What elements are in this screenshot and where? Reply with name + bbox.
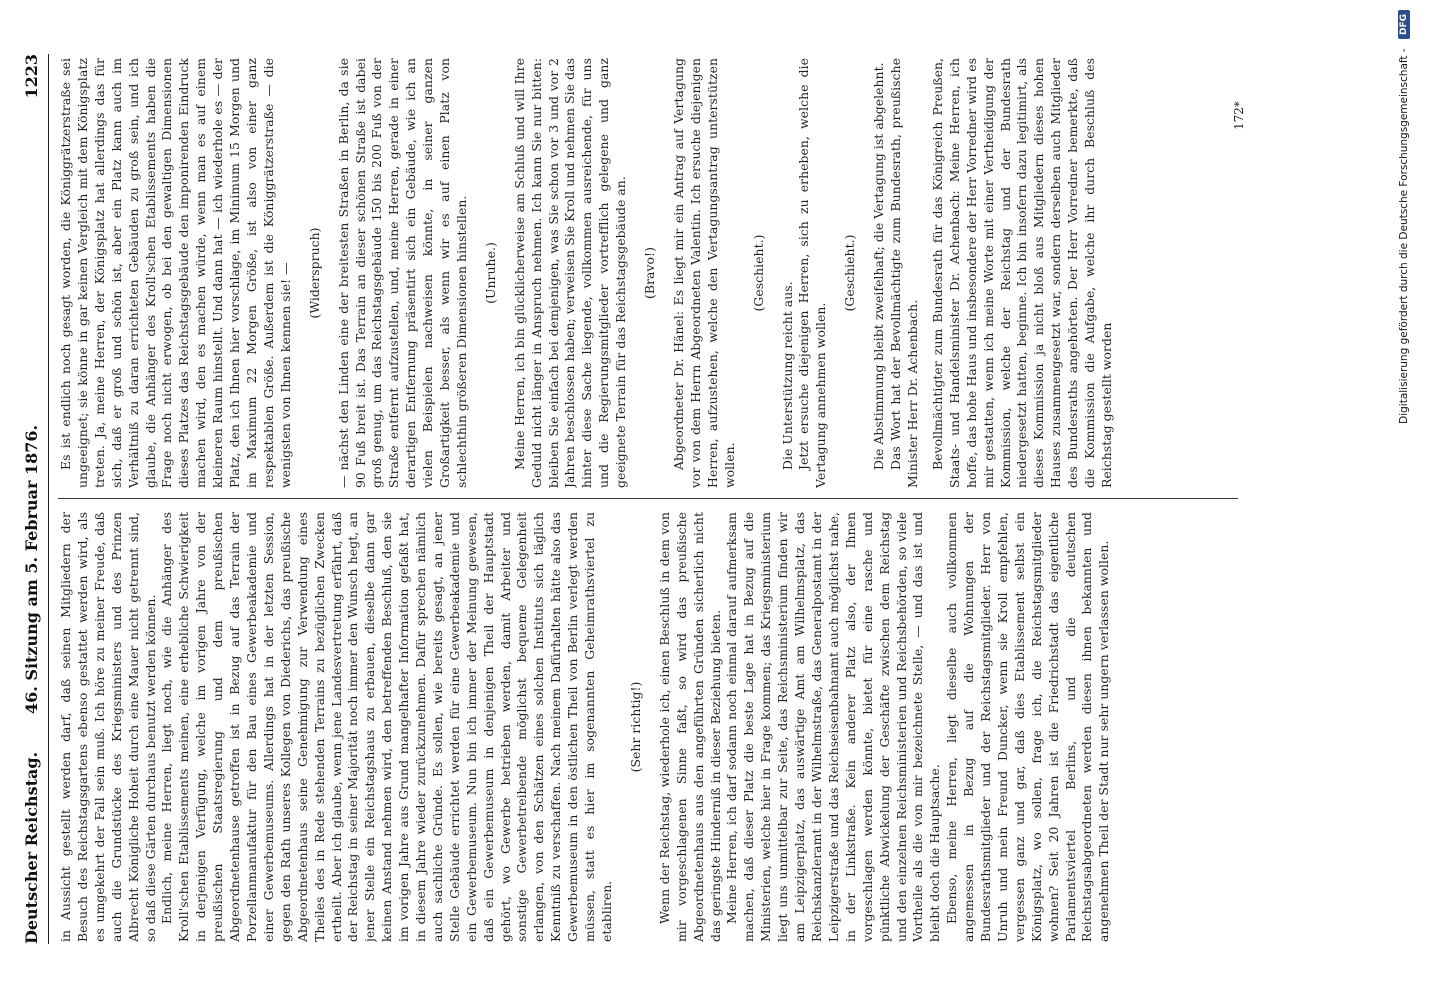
paragraph: Ebenso, meine Herren, liegt dieselbe auch vollkommen angemessen in Bezug auf die Wohnungen der Bundesrathsmitglieder und der Reichstagsmitglieder. Herr von Unruh und mein Freund Duncker, wenn sie Kroll empfehlen, vergessen ganz und gar, daß dies Etablissement selbst ein Königsplatz, wo sollen, frage ich, die Reichstagsmitglieder wohnen? Seit 20 Jahren ist die Friedrichstadt das eigentliche Parlamentsviertel Berlins, und die deutschen Reichstagsabgeordneten werden diesen ihnen bekannten und angenehmen Theil der Stadt nur sehr ungern verlassen wollen. — [944, 512, 1112, 942]
digitization-note: Digitalisierung gefördert durch die Deutsche Forschungsgemeinschaft - — [1398, 48, 1410, 424]
interjection: (Widerspruch) — [306, 227, 322, 319]
paragraph: Jetzt ersuche diejenigen Herren, sich zu erheben, welche die Vertagung annehmen wollen. — [796, 58, 829, 488]
paragraph: Meine Herren, ich bin glücklicherweise am Schluß und will Ihre Geduld nicht länger in Anspruch nehmen. Ich kann Sie nur bitten: bleiben Sie einfach bei demjenigen, was Sie schon vor 3 und vor 2 Jahren beschlossen haben; verweisen Sie Kroll und nehmen Sie das hinter diese Sache liegende, vollkommen ausreichende, für uns und die Regierungsmitglieder vortrefflich gelegene und ganz geeignete Terrain für das Reichstagsgebäude an. — [511, 58, 629, 488]
interjection: (Geschieht.) — [750, 234, 766, 312]
paragraph: — nächst den Linden eine der breitesten Straßen in Berlin, da sie 90 Fuß breit ist. Das Terrain an dieser schönen Straße ist dabei groß genug, um das Reichstagsgebäude 150 bis 200 Fuß von der Straße entfernt aufzustellen, und, meine Herren, gerade in einer derartigen Entfernung präsentirt sich ein Gebäude, wie ich an vielen Beispielen nachweisen könnte, in seiner ganzen Großartigkeit besser, als wenn wir es auf einen Platz von schlechthin größeren Dimensionen hinstellen. — [335, 58, 469, 488]
dfg-logo: DFG — [1398, 10, 1410, 39]
paragraph: Wenn der Reichstag, wiederhole ich, einen Beschluß in dem von mir vorgeschlagenen Sinne faßt, so wird das preußische Abgeordnetenhaus aus den angeführten Gründen sicherlich nicht das geringste Hinderniß in dieser Beziehung bieten. — [656, 512, 723, 942]
paragraph: Abgeordneter Dr. Hänel: Es liegt mir ein Antrag auf Vertagung vor von dem Herrn Abgeordneten Valentin. Ich ersuche diejenigen Herren, aufzustehen, welche den Vertagungsantrag unterstützen wollen. — [671, 58, 737, 488]
header-page-number: 1223 — [22, 54, 41, 99]
digitization-credit — [1398, 10, 1422, 440]
text-column-right — [58, 58, 1248, 488]
paragraph: Die Unterstützung reicht aus. — [779, 281, 795, 470]
paragraph: in Aussicht gestellt werden darf, daß seinen Mitgliedern der Besuch des Reichstagsgartens ebenso gestattet werden wird, als es umgekehrt der Fall sein muß. Ich höre zu meiner Freude, daß auch die Grundstücke des Kriegsministers und des Prinzen Albrecht Königliche Hoheit durch eine Mauer nicht getrennt sind, so daß diese Gärten durchaus benutzt werden können. — [58, 512, 158, 942]
paragraph: Die Abstimmung bleibt zweifelhaft; die Vertagung ist abgelehnt. — [871, 62, 887, 470]
header-publication: Deutscher Reichstag. — [22, 751, 41, 944]
page-signature: 172* — [1232, 101, 1246, 130]
column-divider — [58, 498, 1238, 499]
paragraph: Endlich, meine Herren, liegt noch, wie die Anhänger des Kroll'schen Etablissements meinen, eine erhebliche Schwierigkeit in derjenigen Verfügung, welche im vorigen Jahre von der preußischen Staatsregierung und dem preußischen Abgeordnetenhause getroffen ist in Bezug auf das Terrain der Porzellanmanufaktur für den Bau eines Gewerbeakademie und einer Gewerbemuseums. Allerdings hat in der letzten Session, gegen den Rath unseres Kollegen von Diederichs, das preußische Abgeordnetenhaus seine Genehmigung zur Verwendung eines Theiles des in Rede stehenden Terrains zu bezüglichen Zwecken ertheilt. Aber ich glaube, wenn jene Landesvertretung erfährt, daß der Reichstag in seiner Majorität noch immer den Wunsch hegt, an jener Stelle ein Reichstagshaus zu erbauen, dieselbe dann gar keinen Anstand nehmen wird, den betreffenden Beschluß, den sie im vorigen Jahre aus Grund mangelhafter Information gefaßt hat, in diesem Jahre wieder zurückzunehmen. Dafür sprechen nämlich auch sachliche Gründe. Es sollen, wie bereits gesagt, an jener Stelle Gebäude errichtet werden für eine Gewerbeakademie und ein Gewerbemuseum. Nun bin ich immer der Meinung gewesen, daß ein Gewerbemuseum in denjenigen Theil der Hauptstadt gehört, wo Gewerbe betrieben werden, damit Arbeiter und sonstige Gewerbetreibende möglichst bequeme Gelegenheit erlangen, von den Schätzen eines solchen Instituts sich täglich Kenntniß zu verschaffen. Nach meinem Dafürhalten hätte also das Gewerbemuseum in den östlichen Theil von Berlin verlegt werden müssen, statt es hier im sogenannten Geheimrathsviertel zu etabliren. — [159, 512, 614, 942]
paragraph: Meine Herren, ich darf sodann noch einmal darauf aufmerksam machen, daß dieser Platz die beste Lage hat in Bezug auf die Ministerien, welche hier in Frage kommen; das Kriegsministerium liegt uns unmittelbar zur Seite, das Reichsministerium finden wir am Leipzigerplatz, das auswärtige Amt am Wilhelmsplatz, das Reichskanzleramt in der Wilhelmstraße, das Generalpostamt in der Leipzigerstraße und das Reichseisenbahnamt auch möglichst nahe, in der Linkstraße. Kein anderer Platz also, der Ihnen vorgeschlagen werden könnte, bietet für eine rasche und pünktliche Abwickelung der Geschäfte zwischen dem Reichstag und den einzelnen Reichsministerien und Reichsbehörden, so viele Vortheile als die von mir bezeichnete Stelle, — und das ist und bleibt doch die Hauptsache. — [724, 512, 943, 942]
header-session: 46. Sitzung am 5. Februar 1876. — [22, 424, 41, 714]
paragraph: Es ist endlich noch gesagt worden, die Königgrätzerstraße sei ungeeignet; sie könne in gar keinen Vergleich mit dem Königsplatz treten. Ja, meine Herren, der Königsplatz hat allerdings das für sich, daß er groß und schön ist, aber ein Platz kann auch im Verhältniß zu daran errichteten Gebäuden zu groß sein, und ich glaube, die Anhänger des Kroll'schen Etablissements haben die Frage noch nicht erwogen, ob bei den gewaltigen Dimensionen dieses Platzes das Reichstagsgebäude den imponirenden Eindruck machen wird, den es machen würde, wenn man es auf einem kleineren Raum hinstellt. Und dann hat — ich wiederhole es — der Platz, den ich Ihnen hier vorschlage, im Minimum 15 Morgen und im Maximum 22 Morgen Größe, ist also von einer ganz respektablen Größe. Außerdem ist die Königgrätzerstraße — die wenigsten von Ihnen kennen sie! — — [58, 58, 293, 488]
interjection: (Geschieht.) — [842, 234, 858, 312]
interjection: (Sehr richtig!) — [627, 681, 643, 773]
paragraph: Das Wort hat der Bevollmächtigte zum Bundesrath, preußische Minister Herr Dr. Achenbach. — [888, 58, 920, 488]
page-header — [22, 54, 48, 944]
text-column-left — [58, 512, 1248, 942]
interjection: (Unruhe.) — [482, 242, 498, 304]
header-rule — [48, 54, 49, 944]
paragraph: Bevollmächtigter zum Bundesrath für das Königreich Preußen, Staats- und Handelsminister Dr. Achenbach: Meine Herren, ich hoffe, das hohe Haus und insbesondere der Herr Vorredner wird es mir gestatten, wenn ich meine Worte mit einer Vertheidigung der Kommission, welche der Reichstag und der Bundesrath niedergesetzt hatten, beginne. Ich bin insofern dazu legitimirt, als dieses Kommission ja nicht bloß aus Mitgliedern dieses hohen Hauses zusammengesetzt war, sondern derselben auch Mitglieder des Bundesraths angehörten. Der Herr Vorredner bemerkte, daß die Kommission die Aufgabe, welche ihr durch Beschluß des Reichstag gestellt worden — [929, 58, 1114, 488]
interjection: (Bravo!) — [642, 247, 658, 299]
